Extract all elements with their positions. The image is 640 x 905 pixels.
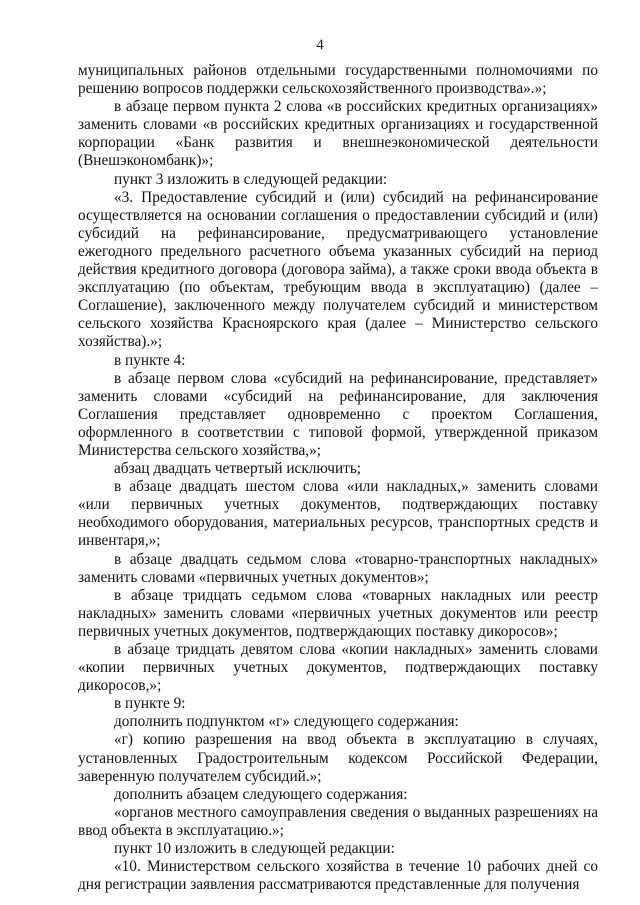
document-body <box>78 62 598 894</box>
paragraph: в абзаце двадцать седьмом слова «товарно-транспортных накладных» заменить словами «первичных учетных документов»; <box>78 550 598 586</box>
paragraph: «3. Предоставление субсидий и (или) субсидий на рефинансирование осуществляется на основании соглашения о предоставлении субсидий и (или) субсидий на рефинансирование, предусматривающего установление ежегодного предельного расчетного объема указанных субсидий на период действия кредитного договора (договора займа), а также сроки ввода объекта в эксплуатацию (по объектам, требующим ввода в эксплуатацию) (далее – Соглашение), заключенного между получателем субсидий и министерством сельского хозяйства Красноярского края (далее – Министерство сельского хозяйства).»; <box>78 188 598 351</box>
paragraph: в абзаце тридцать девятом слова «копии накладных» заменить словами «копии первичных учетных документов, подтверждающих поставку дикоросов,»; <box>78 641 598 695</box>
paragraph: «органов местного самоуправления сведения о выданных разрешениях на ввод объекта в эксплуатацию.»; <box>78 803 598 839</box>
paragraph: дополнить абзацем следующего содержания: <box>114 785 408 803</box>
paragraph: «г) копию разрешения на ввод объекта в эксплуатацию в случаях, установленных Градостроительным кодексом Российской Федерации, заверенную получателем субсидий.»; <box>78 731 598 785</box>
paragraph: пункт 10 изложить в следующей редакции: <box>114 840 395 858</box>
paragraph: в абзаце двадцать шестом слова «или накладных,» заменить словами «или первичных учетных документов, подтверждающих поставку необходимого оборудования, материальных ресурсов, транспортных средств и инвентаря,»; <box>78 478 598 550</box>
paragraph: в пункте 4: <box>114 351 186 369</box>
paragraph: в абзаце первом слова «субсидий на рефинансирование, представляет» заменить словами «субсидий на рефинансирование, для заключения Соглашения представляет одновременно с проектом Соглашения, оформленного в соответствии с типовой формой, утвержденной приказом Министерства сельского хозяйства,»; <box>78 369 598 459</box>
paragraph: в абзаце тридцать седьмом слова «товарных накладных или реестр накладных» заменить словами «первичных учетных документов или реестр первичных учетных документов, подтверждающих поставку дикоросов»; <box>78 586 598 640</box>
paragraph: муниципальных районов отдельными государственными полномочиями по решению вопросов поддержки сельскохозяйственного производства».»; <box>78 62 598 98</box>
paragraph: абзац двадцать четвертый исключить; <box>114 460 362 478</box>
page-number: 4 <box>316 37 324 53</box>
paragraph: «10. Министерством сельского хозяйства в течение 10 рабочих дней со дня регистрации заявления рассматриваются представленные для получения <box>78 858 598 894</box>
paragraph: в пункте 9: <box>114 695 186 713</box>
paragraph: пункт 3 изложить в следующей редакции: <box>114 170 388 188</box>
paragraph: в абзаце первом пункта 2 слова «в российских кредитных организациях» заменить словами «в российских кредитных организациях и государственной корпорации «Банк развития и внешнеэкономической деятельности (Внешэкономбанк)»; <box>78 98 598 170</box>
paragraph: дополнить подпунктом «г» следующего содержания: <box>114 713 459 731</box>
